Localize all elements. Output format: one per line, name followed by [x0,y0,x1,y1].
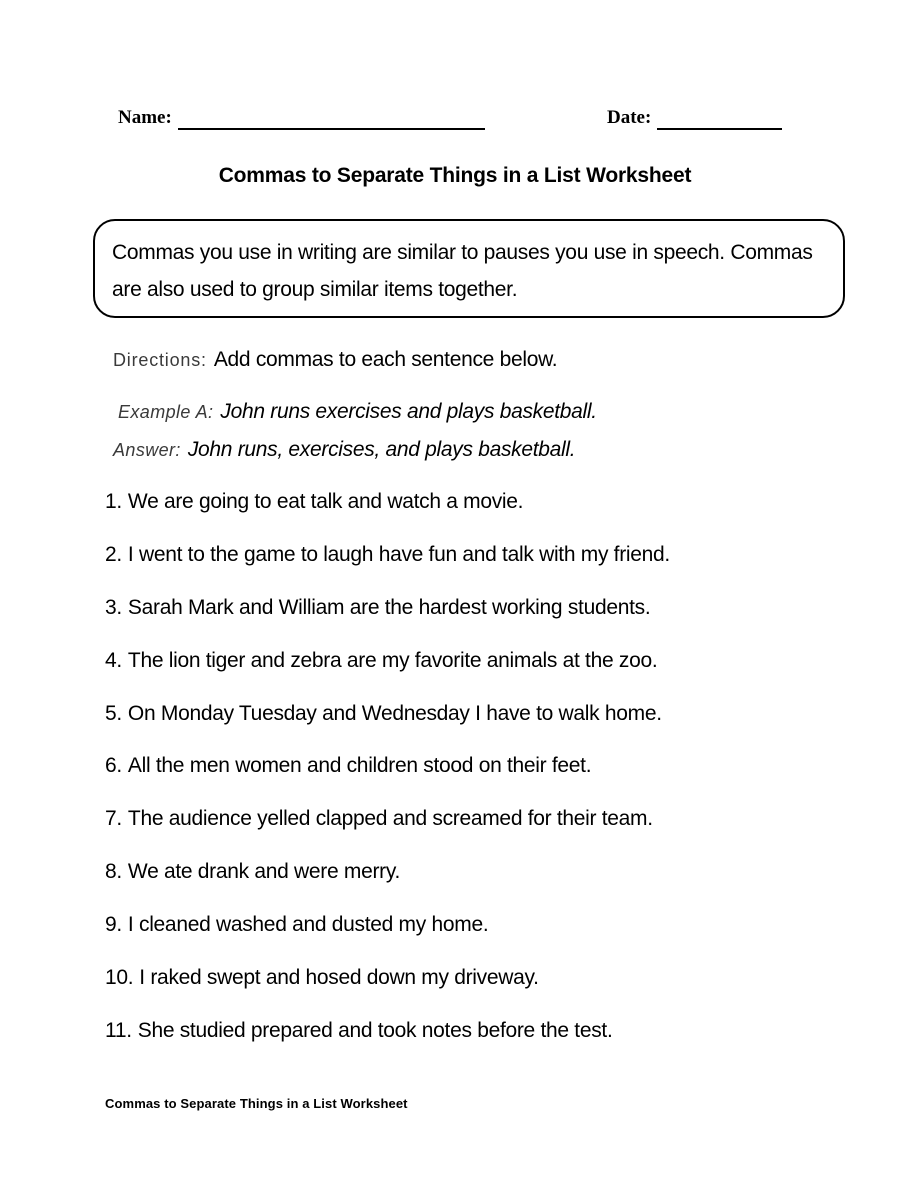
sentence-row [105,1018,670,1071]
directions-text: Add commas to each sentence below. [213,348,558,371]
sentence-number: 3. [105,595,122,619]
answer-text: John runs, exercises, and plays basketball. [187,438,576,461]
directions-row [113,348,557,372]
name-field [118,106,485,130]
sentence-row [105,753,670,806]
sentence-number: 5. [105,701,122,725]
directions-label: Directions: [113,350,207,370]
sentence-number: 11. [105,1018,132,1042]
sentence-row [105,648,670,701]
sentence-number: 9. [105,913,122,937]
sentence-row [105,965,670,1018]
sentence-row [105,859,670,912]
date-field [607,106,782,130]
sentence-row [105,806,670,859]
sentence-number: 1. [105,490,122,513]
sentence-text: She studied prepared and took notes before the test. [137,1018,613,1042]
name-label: Name: [118,107,172,128]
page-title: Commas to Separate Things in a List Worksheet [218,164,692,187]
sentence-row [105,489,670,542]
sentence-number: 10. [105,966,134,990]
sentence-list [105,489,670,1071]
sentence-number: 8. [105,860,122,884]
sentence-text: All the men women and children stood on their feet. [127,754,592,778]
sentence-number: 2. [105,542,122,566]
sentence-text: We are going to eat talk and watch a movie. [127,490,524,513]
answer-row [113,438,575,462]
sentence-text: The lion tiger and zebra are my favorite animals at the zoo. [127,648,658,672]
example-row [118,400,597,424]
intro-text: Commas you use in writing are similar to pauses you use in speech. Commas are also used to group similar items together. [112,241,813,301]
name-blank-line [178,106,485,130]
date-label: Date: [607,107,652,128]
sentence-text: The audience yelled clapped and screamed for their team. [127,807,653,831]
sentence-row [105,542,670,595]
intro-box [93,219,845,318]
sentence-row [105,701,670,754]
sentence-row [105,912,670,965]
sentence-text: We ate drank and were merry. [127,860,401,884]
sentence-row [105,595,670,648]
sentence-text: On Monday Tuesday and Wednesday I have to walk home. [127,701,662,725]
answer-label: Answer: [113,440,181,460]
sentence-number: 7. [105,807,122,831]
date-blank-line [657,106,782,130]
footer-text: Commas to Separate Things in a List Worksheet [105,1096,408,1111]
sentence-text: I went to the game to laugh have fun and talk with my friend. [127,542,670,566]
sentence-text: I cleaned washed and dusted my home. [127,913,489,937]
sentence-text: I raked swept and hosed down my driveway. [139,966,539,990]
sentence-number: 6. [105,754,122,778]
sentence-text: Sarah Mark and William are the hardest working students. [127,595,651,619]
example-label: Example A: [118,402,214,422]
example-text: John runs exercises and plays basketball. [220,400,597,423]
sentence-number: 4. [105,648,122,672]
